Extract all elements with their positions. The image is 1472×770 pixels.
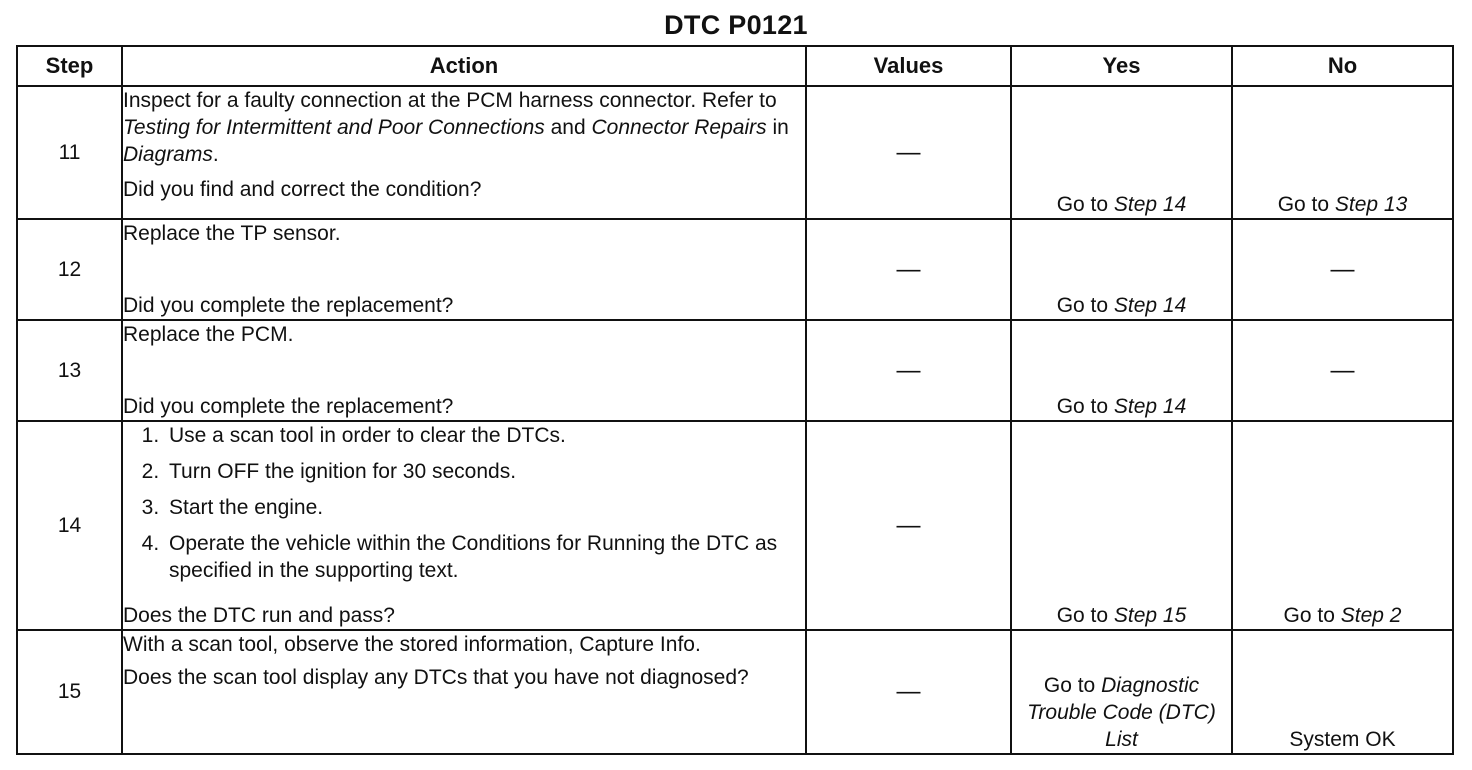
step-number: 13 — [17, 320, 122, 421]
step-link[interactable]: Step 13 — [1334, 193, 1408, 216]
yes-cell: Go to Step 15 — [1011, 421, 1232, 630]
values-cell: — — [806, 630, 1011, 754]
document-title: DTC P0121 — [664, 10, 808, 40]
reference-link[interactable]: Testing for Intermittent and Poor Connections — [123, 116, 545, 139]
table-row — [17, 421, 1453, 630]
reference-link[interactable]: Diagrams — [123, 143, 213, 166]
values-cell: — — [806, 421, 1011, 630]
step-number: 11 — [17, 86, 122, 219]
list-item: 1. Use a scan tool in order to clear the DTCs. — [165, 422, 805, 449]
table-row — [17, 86, 1453, 219]
step-link[interactable]: Step 14 — [1113, 294, 1187, 317]
values-cell: — — [806, 86, 1011, 219]
action-cell — [122, 86, 806, 219]
step-link[interactable]: Step 14 — [1113, 193, 1187, 216]
header-no: No — [1232, 46, 1453, 86]
yes-cell: Go to Step 14 — [1011, 86, 1232, 219]
action-question: Did you complete the replacement? — [123, 294, 454, 317]
yes-cell: Go to Step 14 — [1011, 219, 1232, 320]
action-text: Replace the PCM. — [123, 323, 294, 346]
step-link[interactable]: Step 2 — [1340, 604, 1402, 627]
list-item: 4. Operate the vehicle within the Conditions for Running the DTC as specified in the supporting text. — [165, 530, 805, 584]
table-row — [17, 320, 1453, 421]
result-text: System OK — [1289, 728, 1396, 751]
yes-cell: Go to Diagnostic Trouble Code (DTC) List — [1011, 630, 1232, 754]
action-cell — [122, 630, 806, 754]
action-cell — [122, 219, 806, 320]
header-action: Action — [122, 46, 806, 86]
table-row — [17, 630, 1453, 754]
action-text: Inspect for a faulty connection at the PCM harness connector. Refer to Testing for Intermittent and Poor Connections and Connector Repairs in Diagrams. — [123, 89, 789, 166]
step-link[interactable]: Diagnostic Trouble Code (DTC) List — [1027, 674, 1216, 751]
no-cell: — — [1232, 219, 1453, 320]
action-cell — [122, 421, 806, 630]
header-step: Step — [17, 46, 122, 86]
step-number: 12 — [17, 219, 122, 320]
step-link[interactable]: Step 14 — [1113, 395, 1187, 418]
header-values: Values — [806, 46, 1011, 86]
action-text: Replace the TP sensor. — [123, 222, 341, 245]
no-cell: Go to Step 13 — [1232, 86, 1453, 219]
no-cell — [1232, 630, 1453, 754]
action-cell — [122, 320, 806, 421]
step-number: 15 — [17, 630, 122, 754]
action-question: Does the DTC run and pass? — [123, 604, 395, 627]
action-question: Did you find and correct the condition? — [123, 178, 482, 201]
list-item: 2. Turn OFF the ignition for 30 seconds. — [165, 458, 805, 485]
diagnostic-table — [16, 45, 1454, 755]
table-row — [17, 219, 1453, 320]
action-text: With a scan tool, observe the stored information, Capture Info. — [123, 633, 701, 656]
action-question: Does the scan tool display any DTCs that you have not diagnosed? — [123, 666, 749, 689]
action-question: Did you complete the replacement? — [123, 395, 454, 418]
no-cell: Go to Step 2 — [1232, 421, 1453, 630]
step-number: 14 — [17, 421, 122, 630]
header-row — [17, 46, 1453, 86]
procedure-list — [123, 422, 805, 590]
reference-link[interactable]: Connector Repairs — [591, 116, 767, 139]
yes-cell: Go to Step 14 — [1011, 320, 1232, 421]
header-yes: Yes — [1011, 46, 1232, 86]
values-cell: — — [806, 219, 1011, 320]
step-link[interactable]: Step 15 — [1113, 604, 1187, 627]
list-item: 3. Start the engine. — [165, 494, 805, 521]
values-cell: — — [806, 320, 1011, 421]
no-cell: — — [1232, 320, 1453, 421]
